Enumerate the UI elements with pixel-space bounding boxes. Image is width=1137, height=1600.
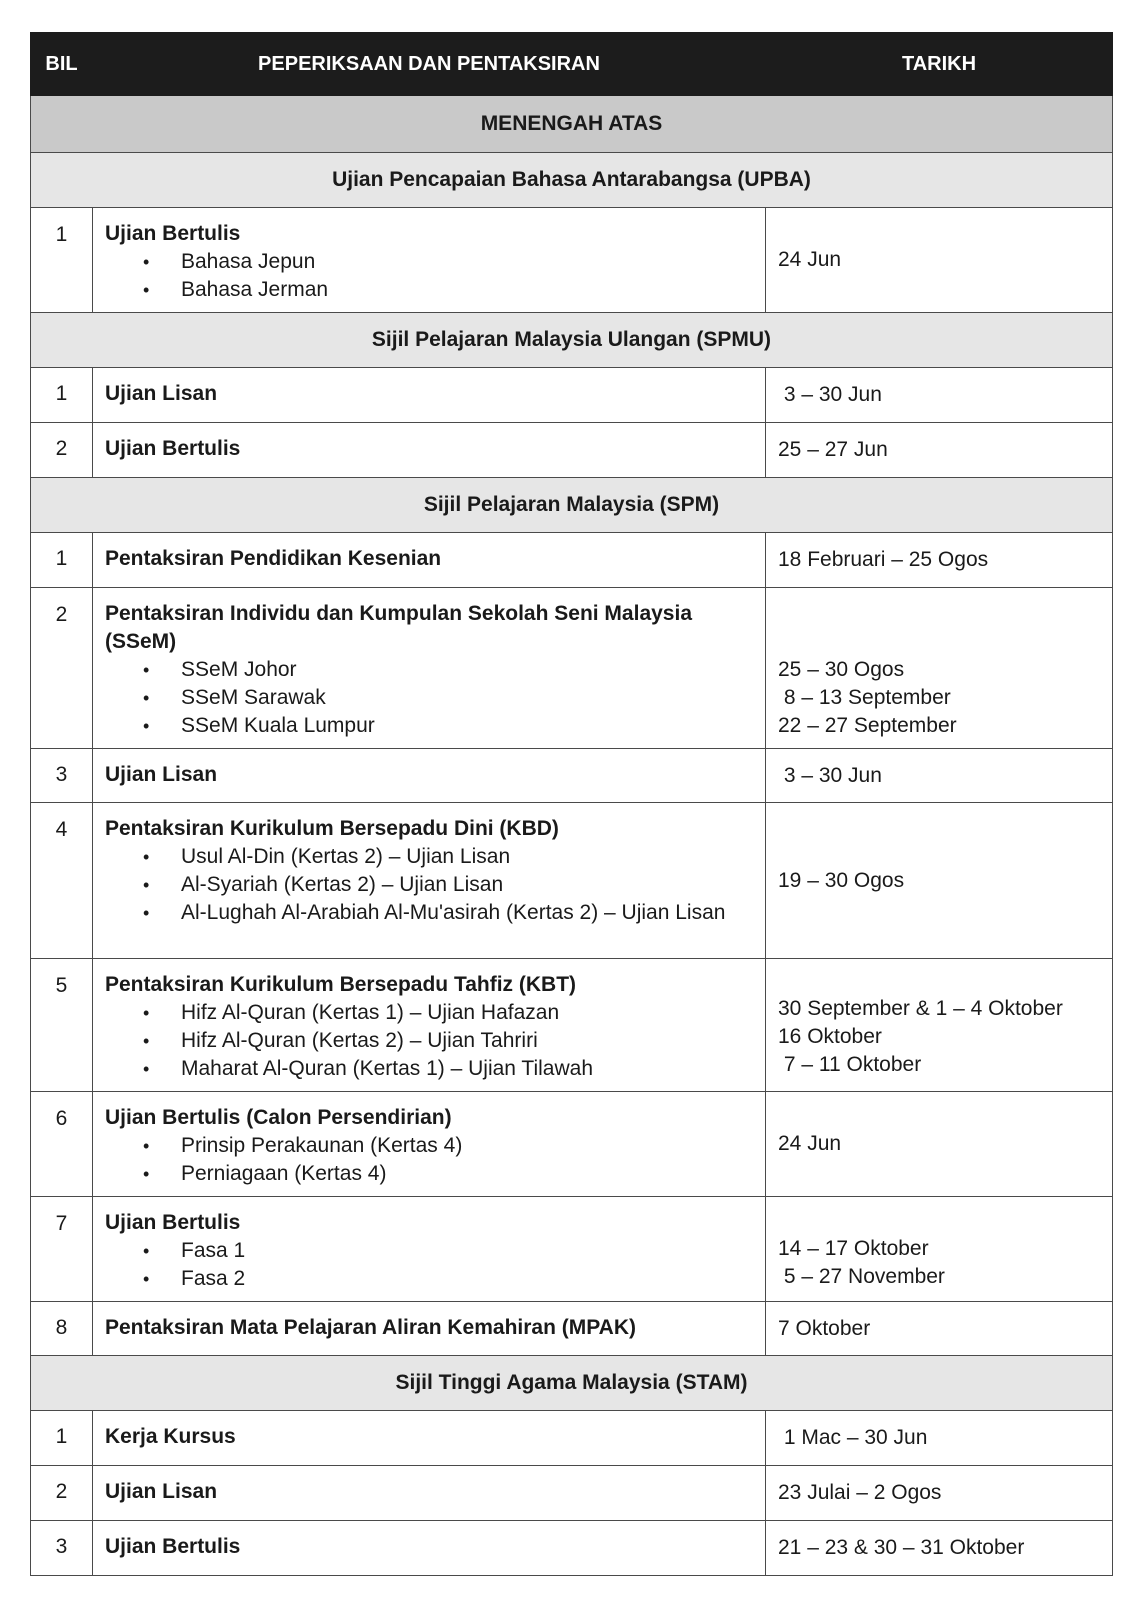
- date-line: 24 Jun: [778, 248, 842, 271]
- date-cell: [766, 1411, 1113, 1466]
- item-list: [105, 843, 753, 927]
- header-date: TARIKH: [766, 33, 1113, 96]
- table-row: [31, 533, 1113, 588]
- date-cell: [766, 368, 1113, 423]
- list-item: • Fasa 1: [105, 1237, 753, 1265]
- exam-title: Pentaksiran Kurikulum Bersepadu Dini (KBD): [105, 817, 559, 840]
- exam-cell: [93, 208, 766, 313]
- exam-cell: [93, 803, 766, 959]
- date-line: 23 Julai – 2 Ogos: [778, 1481, 942, 1504]
- item-list: [105, 1237, 753, 1293]
- date-cell: [766, 1302, 1113, 1356]
- row-number: 1: [31, 208, 93, 313]
- header-exam: PEPERIKSAAN DAN PENTAKSIRAN: [93, 33, 766, 96]
- exam-title: Ujian Bertulis: [105, 1211, 241, 1234]
- table-row: [31, 1411, 1113, 1466]
- date-line: 7 – 11 Oktober: [778, 1053, 922, 1076]
- exam-cell: [93, 423, 766, 478]
- date-line: 8 – 13 September: [778, 686, 951, 709]
- date-cell: [766, 1092, 1113, 1197]
- exam-title: Kerja Kursus: [105, 1425, 236, 1448]
- table-row: [31, 1197, 1113, 1302]
- section-spmu: [31, 313, 1113, 368]
- row-number: 1: [31, 368, 93, 423]
- list-item: • Bahasa Jerman: [105, 276, 753, 304]
- list-item: • Perniagaan (Kertas 4): [105, 1160, 753, 1188]
- exam-title: Pentaksiran Individu dan Kumpulan Sekolah Seni Malaysia (SSeM): [105, 602, 692, 653]
- list-item: • Al-Syariah (Kertas 2) – Ujian Lisan: [105, 871, 753, 899]
- date-cell: [766, 959, 1113, 1092]
- list-item: • Prinsip Perakaunan (Kertas 4): [105, 1132, 753, 1160]
- date-line: 16 Oktober: [778, 1025, 882, 1048]
- date-cell: [766, 588, 1113, 749]
- table-row: [31, 423, 1113, 478]
- date-cell: [766, 423, 1113, 478]
- header-bil: BIL: [31, 33, 93, 96]
- date-line: 3 – 30 Jun: [778, 383, 882, 406]
- section-stam: [31, 1356, 1113, 1411]
- date-line: 24 Jun: [778, 1132, 842, 1155]
- exam-cell: [93, 1302, 766, 1356]
- date-line: 18 Februari – 25 Ogos: [778, 548, 989, 571]
- row-number: 1: [31, 1411, 93, 1466]
- list-item: • SSeM Kuala Lumpur: [105, 712, 753, 740]
- date-cell: [766, 1466, 1113, 1521]
- section-spm: [31, 478, 1113, 533]
- section-title: Sijil Pelajaran Malaysia (SPM): [31, 478, 1113, 533]
- row-number: 2: [31, 423, 93, 478]
- table-row: [31, 1466, 1113, 1521]
- exam-title: Ujian Bertulis: [105, 222, 241, 245]
- date-line: 25 – 27 Jun: [778, 438, 888, 461]
- exam-title: Ujian Lisan: [105, 382, 218, 405]
- date-line: 7 Oktober: [778, 1316, 871, 1340]
- exam-schedule: [30, 32, 1112, 1576]
- row-number: 4: [31, 803, 93, 959]
- exam-cell: [93, 533, 766, 588]
- item-list: [105, 1132, 753, 1188]
- table-row: [31, 588, 1113, 749]
- item-list: [105, 248, 753, 304]
- list-item: • Fasa 2: [105, 1265, 753, 1293]
- list-item: • Hifz Al-Quran (Kertas 2) – Ujian Tahriri: [105, 1027, 753, 1055]
- exam-cell: [93, 1092, 766, 1197]
- level-row: [31, 96, 1113, 153]
- exam-title: Ujian Bertulis (Calon Persendirian): [105, 1106, 452, 1129]
- list-item: • Maharat Al-Quran (Kertas 1) – Ujian Tilawah: [105, 1055, 753, 1083]
- list-item: • Bahasa Jepun: [105, 248, 753, 276]
- date-cell: [766, 803, 1113, 959]
- level-title: MENENGAH ATAS: [31, 96, 1113, 153]
- date-line: 30 September & 1 – 4 Oktober: [778, 997, 1063, 1020]
- table-row: [31, 208, 1113, 313]
- date-cell: [766, 1197, 1113, 1302]
- date-cell: [766, 533, 1113, 588]
- exam-cell: [93, 959, 766, 1092]
- table-row: [31, 368, 1113, 423]
- table-row: [31, 1302, 1113, 1356]
- table-row: [31, 1092, 1113, 1197]
- row-number: 1: [31, 533, 93, 588]
- list-item: • Usul Al-Din (Kertas 2) – Ujian Lisan: [105, 843, 753, 871]
- date-line: 3 – 30 Jun: [778, 763, 882, 787]
- exam-cell: [93, 368, 766, 423]
- list-item: • SSeM Johor: [105, 656, 753, 684]
- exam-title: Ujian Bertulis: [105, 1535, 241, 1558]
- exam-title: Pentaksiran Kurikulum Bersepadu Tahfiz (KBT): [105, 973, 577, 996]
- date-cell: [766, 749, 1113, 803]
- table-row: [31, 803, 1113, 959]
- date-line: 14 – 17 Oktober: [778, 1237, 929, 1260]
- row-number: 2: [31, 588, 93, 749]
- exam-cell: [93, 1411, 766, 1466]
- table-row: [31, 749, 1113, 803]
- date-cell: [766, 208, 1113, 313]
- table-row: [31, 959, 1113, 1092]
- row-number: 3: [31, 1521, 93, 1576]
- date-line: 19 – 30 Ogos: [778, 868, 905, 892]
- exam-title: Pentaksiran Pendidikan Kesenian: [105, 547, 442, 570]
- section-title: Sijil Tinggi Agama Malaysia (STAM): [31, 1356, 1113, 1411]
- date-line: 5 – 27 November: [778, 1265, 945, 1288]
- exam-title: Ujian Lisan: [105, 763, 218, 786]
- row-number: 5: [31, 959, 93, 1092]
- row-number: 7: [31, 1197, 93, 1302]
- section-title: Sijil Pelajaran Malaysia Ulangan (SPMU): [31, 313, 1113, 368]
- row-number: 8: [31, 1302, 93, 1356]
- item-list: [105, 656, 753, 740]
- list-item: • Al-Lughah Al-Arabiah Al-Mu'asirah (Kertas 2) – Ujian Lisan: [105, 899, 753, 927]
- exam-cell: [93, 1466, 766, 1521]
- date-line: 25 – 30 Ogos: [778, 658, 905, 681]
- exam-cell: [93, 588, 766, 749]
- table-header-row: [31, 33, 1113, 96]
- list-item: • SSeM Sarawak: [105, 684, 753, 712]
- date-line: 21 – 23 & 30 – 31 Oktober: [778, 1536, 1025, 1559]
- exam-cell: [93, 749, 766, 803]
- exam-title: Pentaksiran Mata Pelajaran Aliran Kemahiran (MPAK): [105, 1316, 636, 1339]
- exam-title: Ujian Bertulis: [105, 437, 241, 460]
- section-title: Ujian Pencapaian Bahasa Antarabangsa (UPBA): [31, 153, 1113, 208]
- exam-title: Ujian Lisan: [105, 1480, 218, 1503]
- exam-cell: [93, 1521, 766, 1576]
- date-line: 1 Mac – 30 Jun: [778, 1426, 928, 1449]
- date-line: 22 – 27 September: [778, 714, 957, 737]
- item-list: [105, 999, 753, 1083]
- schedule-table: [30, 32, 1113, 1576]
- row-number: 3: [31, 749, 93, 803]
- section-upba: [31, 153, 1113, 208]
- date-cell: [766, 1521, 1113, 1576]
- exam-cell: [93, 1197, 766, 1302]
- list-item: • Hifz Al-Quran (Kertas 1) – Ujian Hafazan: [105, 999, 753, 1027]
- table-row: [31, 1521, 1113, 1576]
- row-number: 6: [31, 1092, 93, 1197]
- row-number: 2: [31, 1466, 93, 1521]
